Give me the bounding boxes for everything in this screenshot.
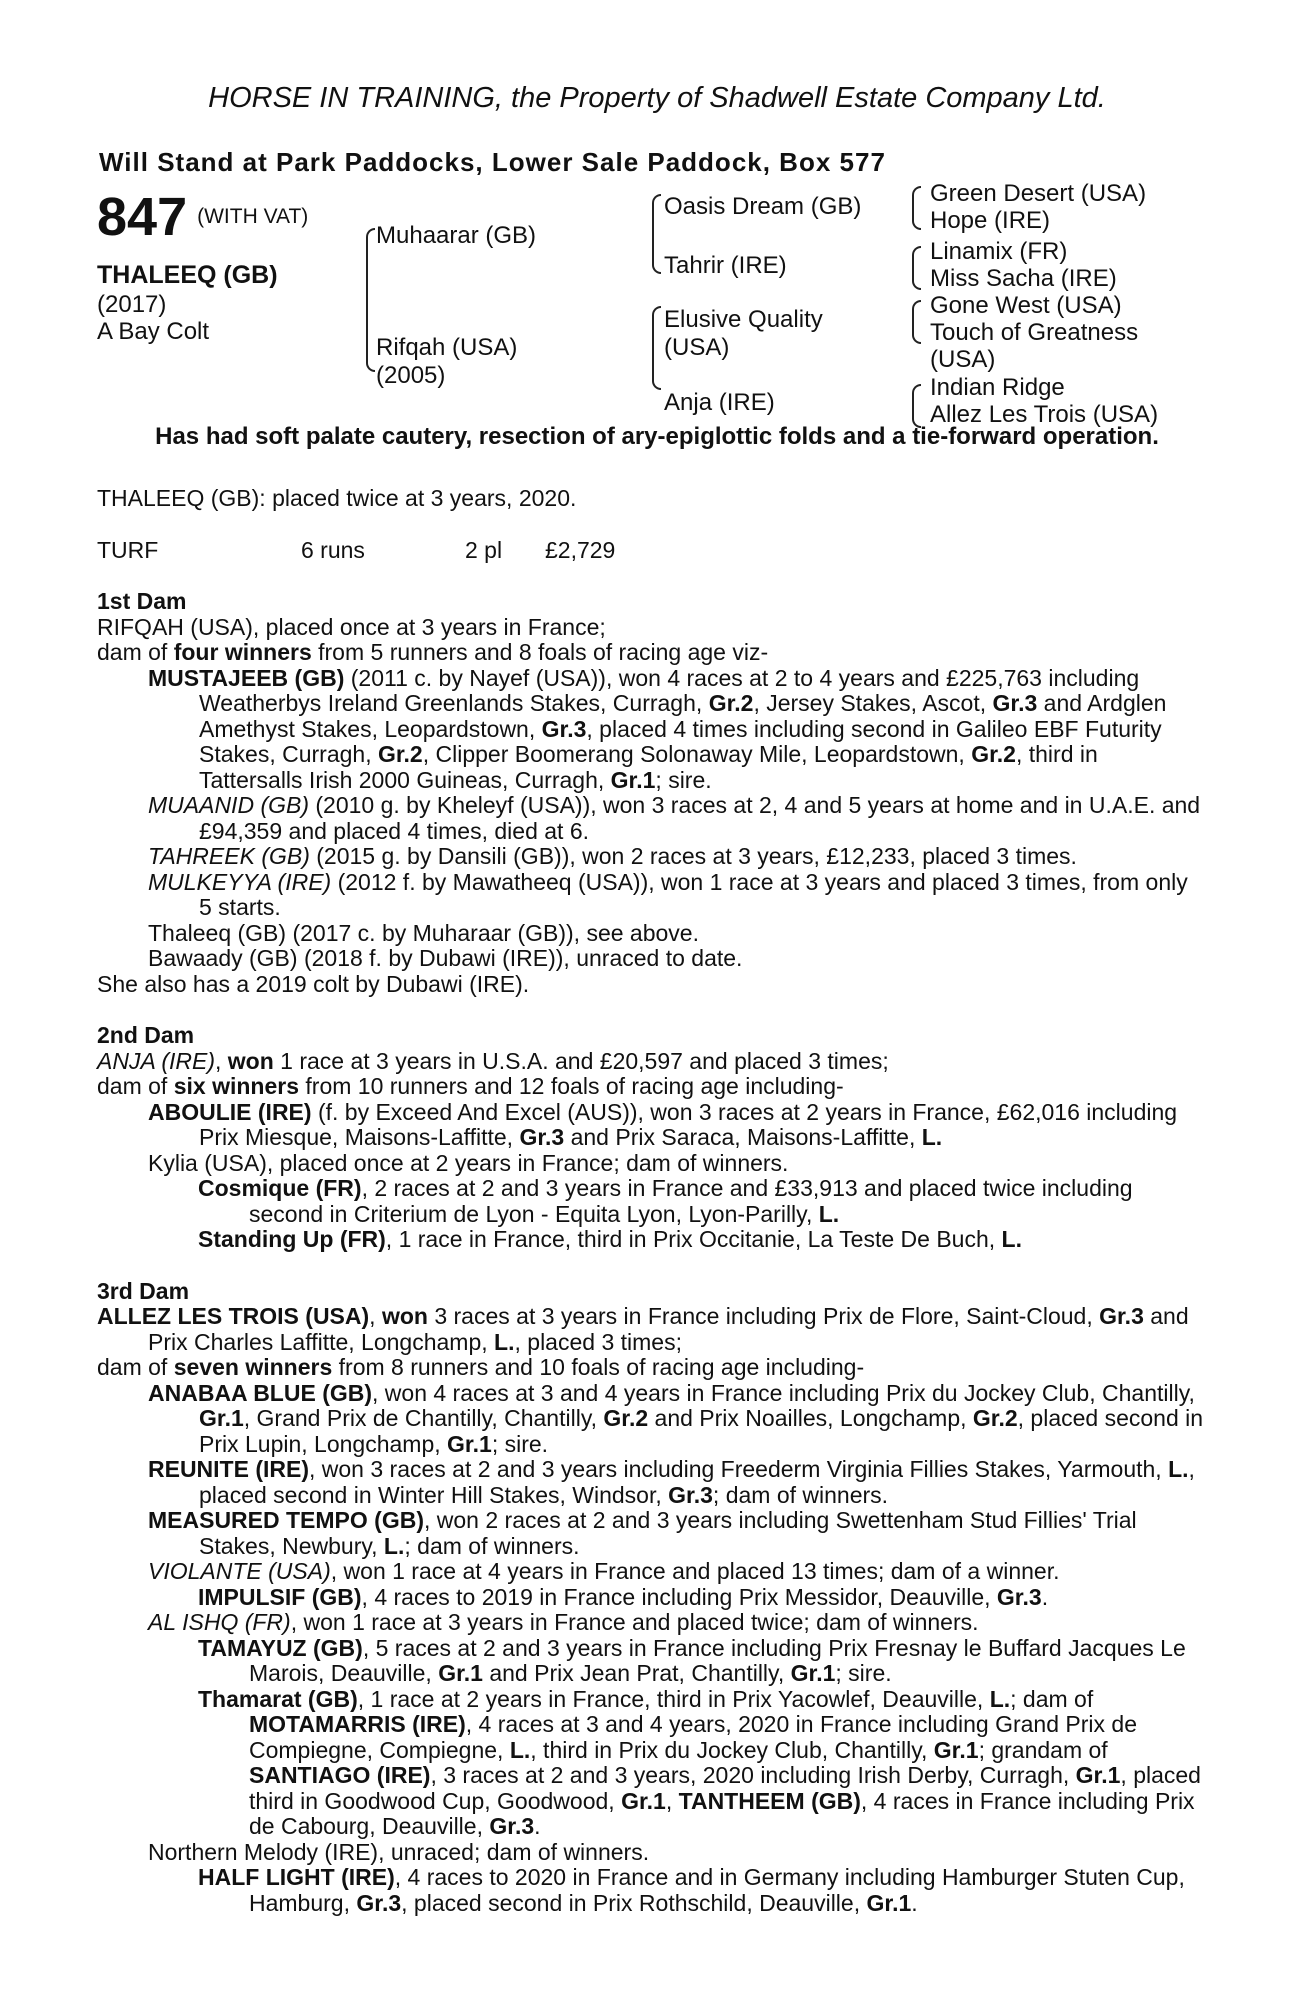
second-dam-line: ANJA (IRE), won 1 race at 3 years in U.S.A. and £20,597 and placed 3 times; bbox=[97, 1047, 889, 1074]
entry-bawaady: Bawaady (GB) (2018 f. by Dubawi (IRE)), unraced to date. bbox=[148, 945, 743, 971]
ped-ssd: Hope (IRE) bbox=[930, 207, 1051, 234]
first-dam-line: RIFQAH (USA), placed once at 3 years in France; bbox=[97, 613, 606, 640]
ped-dds: Indian Ridge bbox=[930, 374, 1065, 401]
turf-runs: 6 runs bbox=[301, 536, 365, 563]
section-third-dam: 3rd Dam bbox=[97, 1277, 190, 1304]
entry-anabaa-blue: ANABAA BLUE (GB), won 4 races at 3 and 4 years in France including Prix du Jockey Club, Chantilly, Gr.1, Grand Prix de Chantilly, Chantilly, Gr.2 and Prix Noailles, Longchamp, Gr.2, placed second in Prix Lupin, Longchamp, Gr.1; sire. bbox=[148, 1379, 1204, 1457]
ped-dam-year: (2005) bbox=[376, 362, 446, 389]
section-first-dam: 1st Dam bbox=[97, 588, 187, 614]
ped-dam-sire: Elusive Quality bbox=[664, 306, 823, 333]
ped-dsd: Touch of Greatness bbox=[930, 319, 1139, 346]
ped-sdd: Miss Sacha (IRE) bbox=[930, 265, 1117, 292]
lot-number-block bbox=[97, 186, 308, 248]
turf-label: TURF bbox=[97, 536, 159, 563]
entry-muaanid: MUAANID (GB) (2010 g. by Kheleyf (USA)), won 3 races at 2, 4 and 5 years at home and in U.A.E. and £94,359 and placed 4 times, died at 6. bbox=[148, 792, 1201, 844]
horse-info bbox=[97, 262, 278, 345]
veterinary-note: Has had soft palate cautery, resection of ary-epiglottic folds and a tie-forward operation. bbox=[155, 423, 1159, 450]
entry-standing-up: Standing Up (FR), 1 race in France, third in Prix Occitanie, La Teste De Buch, L. bbox=[198, 1226, 1022, 1252]
turf-earnings: £2,729 bbox=[545, 536, 616, 563]
horse-name: THALEEQ (GB) bbox=[97, 261, 278, 289]
entry-violante: VIOLANTE (USA), won 1 race at 4 years in France and placed 13 times; dam of a winner. bbox=[148, 1558, 1060, 1584]
turf-record bbox=[97, 538, 1205, 564]
section-second-dam: 2nd Dam bbox=[97, 1022, 195, 1048]
ped-sss: Green Desert (USA) bbox=[930, 180, 1147, 207]
third-dam-line: ALLEZ LES TROIS (USA), won 3 races at 3 years in France including Prix de Flore, Saint-Cloud, Gr.3 and Prix Charles Laffitte, Longchamp, L., placed 3 times; bbox=[97, 1303, 1189, 1355]
ped-sire-sire: Oasis Dream (GB) bbox=[664, 193, 862, 220]
ped-dam: Rifqah (USA) bbox=[376, 334, 518, 361]
entry-half-light: HALF LIGHT (IRE), 4 races to 2020 in France and in Germany including Hamburger Stuten Cup, Hamburg, Gr.3, placed second in Prix Rothschild, Deauville, Gr.1. bbox=[198, 1864, 1185, 1916]
entry-also: She also has a 2019 colt by Dubawi (IRE). bbox=[97, 970, 530, 997]
horse-year: (2017) bbox=[97, 291, 167, 318]
entry-mulkeyya: MULKEYYA (IRE) (2012 f. by Mawatheeq (USA)), won 1 race at 3 years and placed 3 times, from only 5 starts. bbox=[148, 868, 1188, 920]
entry-reunite: REUNITE (IRE), won 3 races at 2 and 3 years including Freederm Virginia Fillies Stakes, Yarmouth, L., placed second in Winter Hill Stakes, Windsor, Gr.3; dam of winners. bbox=[148, 1456, 1195, 1508]
ped-dam-dam: Anja (IRE) bbox=[664, 389, 775, 416]
brace-dam bbox=[652, 306, 661, 390]
ped-sire-dam: Tahrir (IRE) bbox=[664, 252, 787, 279]
second-dam-produce: dam of six winners from 10 runners and 12 foals of racing age including- bbox=[97, 1073, 844, 1099]
entry-kylia: Kylia (USA), placed once at 2 years in France; dam of winners. bbox=[148, 1149, 789, 1176]
brace-dd bbox=[912, 384, 921, 428]
lot-number: 847 bbox=[97, 187, 188, 247]
entry-tamayuz: TAMAYUZ (GB), 5 races at 2 and 3 years in France including Prix Fresnay le Buffard Jacques Le Marois, Deauville, Gr.1 and Prix Jean Prat, Chantilly, Gr.1; sire. bbox=[198, 1634, 1186, 1686]
vat-label: (WITH VAT) bbox=[197, 205, 309, 228]
entry-thaleeq: Thaleeq (GB) (2017 c. by Muharaar (GB)), see above. bbox=[148, 919, 699, 946]
summary-line: THALEEQ (GB): placed twice at 3 years, 2020. bbox=[97, 485, 577, 511]
ped-ddd: Allez Les Trois (USA) bbox=[930, 401, 1159, 428]
third-dam-produce: dam of seven winners from 8 runners and 10 foals of racing age including- bbox=[97, 1354, 865, 1380]
entry-al-ishq: AL ISHQ (FR), won 1 race at 3 years in France and placed twice; dam of winners. bbox=[148, 1609, 979, 1635]
entry-thamarat: Thamarat (GB), 1 race at 2 years in France, third in Prix Yacowlef, Deauville, L.; dam of MOTAMARRIS (IRE), 4 races at 3 and 4 years, 2020 in France including Grand Prix de Compiegne, Compiegne, L., third in Prix du Jockey Club, Chantilly, Gr.1; grandam of SANTIAGO (IRE), 3 races at 2 and 3 years, 2020 including Irish Derby, Curragh, Gr.1, placed third in Goodwood Cup, Goodwood, Gr.1, TANTHEEM (GB), 4 races in France including Prix de Cabourg, Deauville, Gr.3. bbox=[198, 1685, 1201, 1839]
entry-mustajeeb: MUSTAJEEB (GB) (2011 c. by Nayef (USA)), won 4 races at 2 to 4 years and £225,763 including Weatherbys Ireland Greenlands Stakes, Curragh, Gr.2, Jersey Stakes, Ascot, Gr.3 and Ardglen Amethyst Stakes, Leopardstown, Gr.3, placed 4 times including second in Galileo EBF Futurity Stakes, Curragh, Gr.2, Clipper Boomerang Solonaway Mile, Leopardstown, Gr.2, third in Tattersalls Irish 2000 Guineas, Curragh, Gr.1; sire. bbox=[148, 664, 1167, 793]
entry-impulsif: IMPULSIF (GB), 4 races to 2019 in France including Prix Messidor, Deauville, Gr.3. bbox=[198, 1583, 1049, 1610]
entry-cosmique: Cosmique (FR), 2 races at 2 and 3 years in France and £33,913 and placed twice including second in Criterium de Lyon - Equita Lyon, Lyon-Parilly, L. bbox=[198, 1175, 1133, 1227]
brace-ds bbox=[912, 300, 921, 344]
horse-description: A Bay Colt bbox=[97, 318, 210, 345]
brace-main bbox=[366, 228, 375, 372]
brace-sire bbox=[652, 194, 661, 274]
brace-ss bbox=[912, 186, 921, 230]
page-title: HORSE IN TRAINING, the Property of Shadwell Estate Company Ltd. bbox=[208, 82, 1106, 114]
catalogue-body bbox=[97, 486, 1205, 1916]
first-dam-produce: dam of four winners from 5 runners and 8 foals of racing age viz- bbox=[97, 639, 769, 665]
stand-location: Will Stand at Park Paddocks, Lower Sale Paddock, Box 577 bbox=[99, 147, 886, 177]
turf-placed: 2 pl bbox=[465, 536, 503, 563]
ped-sds: Linamix (FR) bbox=[930, 238, 1068, 265]
entry-aboulie: ABOULIE (IRE) (f. by Exceed And Excel (AUS)), won 3 races at 2 years in France, £62,016 including Prix Miesque, Maisons-Laffitte, Gr.3 and Prix Saraca, Maisons-Laffitte, L. bbox=[148, 1098, 1178, 1150]
brace-sd bbox=[912, 246, 921, 290]
entry-measured-tempo: MEASURED TEMPO (GB), won 2 races at 2 and 3 years including Swettenham Stud Fillies' Trial Stakes, Newbury, L.; dam of winners. bbox=[148, 1507, 1137, 1559]
ped-dss: Gone West (USA) bbox=[930, 292, 1122, 319]
ped-sire: Muhaarar (GB) bbox=[376, 222, 537, 249]
ped-dam-sire-2: (USA) bbox=[664, 334, 730, 361]
entry-tahreek: TAHREEK (GB) (2015 g. by Dansili (GB)), won 2 races at 3 years, £12,233, placed 3 times. bbox=[148, 843, 1077, 869]
entry-northern-melody: Northern Melody (IRE), unraced; dam of winners. bbox=[148, 1838, 650, 1865]
ped-dsd-2: (USA) bbox=[930, 346, 996, 373]
